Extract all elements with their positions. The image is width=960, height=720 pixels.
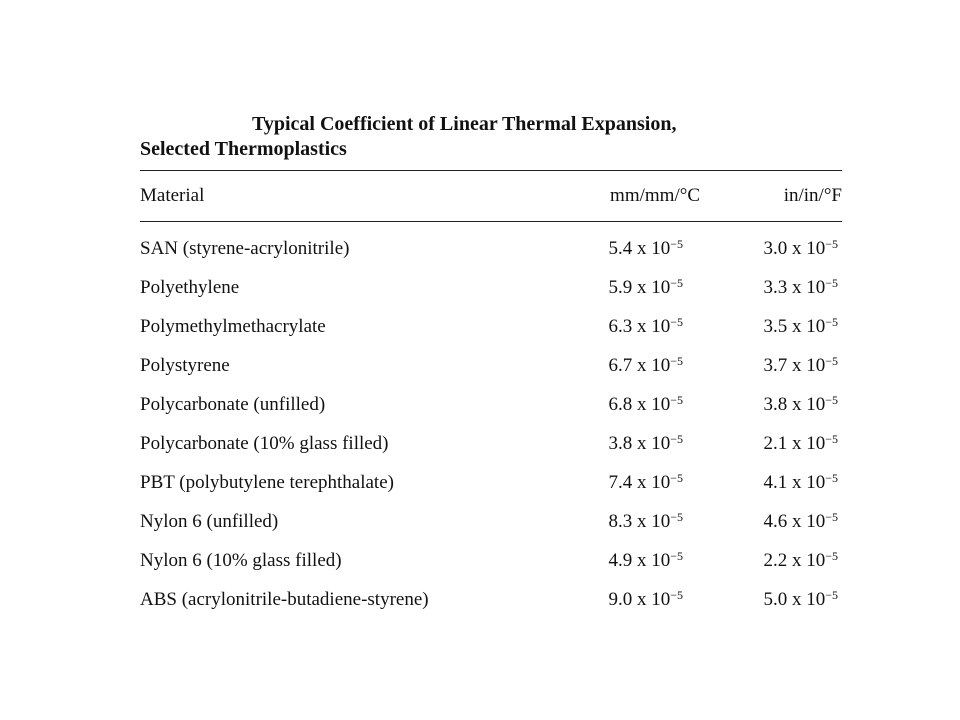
- title-line-2: Selected Thermoplastics: [140, 138, 347, 160]
- cell-metric: [530, 277, 700, 299]
- cell-metric: [530, 316, 700, 338]
- header-material: Material: [140, 185, 205, 206]
- metric-mantissa: 5.4 x 10: [608, 237, 671, 259]
- imperial-exponent: −5: [825, 470, 838, 485]
- cell-imperial: [700, 433, 842, 455]
- cell-metric: [530, 355, 700, 377]
- table-row: [140, 424, 842, 463]
- imperial-exponent: −5: [825, 548, 838, 563]
- cell-imperial: [700, 394, 842, 416]
- metric-mantissa: 4.9 x 10: [608, 549, 671, 571]
- cell-material: SAN (styrene-acrylonitrile): [140, 237, 350, 259]
- imperial-mantissa: 3.0 x 10: [763, 237, 826, 259]
- cell-material: PBT (polybutylene terephthalate): [140, 471, 394, 493]
- cell-material: Polyethylene: [140, 276, 240, 298]
- metric-exponent: −5: [670, 470, 683, 485]
- cell-metric: [530, 472, 700, 494]
- metric-exponent: −5: [670, 275, 683, 290]
- cell-imperial: [700, 277, 842, 299]
- metric-mantissa: 6.8 x 10: [608, 393, 671, 415]
- cell-material: Polymethylmethacrylate: [140, 315, 326, 337]
- metric-mantissa: 3.8 x 10: [608, 432, 671, 454]
- title-line-1: Typical Coefficient of Linear Thermal Expansion,: [252, 113, 677, 135]
- cell-metric: [530, 394, 700, 416]
- metric-exponent: −5: [670, 548, 683, 563]
- cell-metric: [530, 550, 700, 572]
- cell-imperial: [700, 316, 842, 338]
- imperial-exponent: −5: [825, 587, 838, 602]
- cell-imperial: [700, 550, 842, 572]
- cell-metric: [530, 238, 700, 260]
- table-title: [140, 112, 842, 162]
- table-row: [140, 580, 842, 619]
- metric-exponent: −5: [670, 353, 683, 368]
- metric-exponent: −5: [670, 509, 683, 524]
- table-row: [140, 502, 842, 541]
- cell-material: Polycarbonate (10% glass filled): [140, 432, 389, 454]
- cell-material: Nylon 6 (unfilled): [140, 510, 279, 532]
- table-row: [140, 541, 842, 580]
- imperial-exponent: −5: [825, 275, 838, 290]
- imperial-mantissa: 2.2 x 10: [763, 549, 826, 571]
- imperial-mantissa: 3.5 x 10: [763, 315, 826, 337]
- cell-metric: [530, 433, 700, 455]
- imperial-exponent: −5: [825, 509, 838, 524]
- metric-exponent: −5: [670, 314, 683, 329]
- cell-imperial: [700, 472, 842, 494]
- cell-metric: [530, 589, 700, 611]
- cell-material: Nylon 6 (10% glass filled): [140, 549, 342, 571]
- metric-mantissa: 9.0 x 10: [608, 588, 671, 610]
- imperial-mantissa: 4.6 x 10: [763, 510, 826, 532]
- imperial-mantissa: 4.1 x 10: [763, 471, 826, 493]
- cell-imperial: [700, 238, 842, 260]
- metric-exponent: −5: [670, 431, 683, 446]
- imperial-exponent: −5: [825, 431, 838, 446]
- table-body: [140, 222, 842, 619]
- imperial-exponent: −5: [825, 392, 838, 407]
- metric-mantissa: 5.9 x 10: [608, 276, 671, 298]
- table-row: [140, 385, 842, 424]
- imperial-exponent: −5: [825, 353, 838, 368]
- cell-material: Polystyrene: [140, 354, 230, 376]
- cell-imperial: [700, 355, 842, 377]
- metric-mantissa: 6.7 x 10: [608, 354, 671, 376]
- metric-exponent: −5: [670, 236, 683, 251]
- header-metric: mm/mm/°C: [610, 185, 700, 206]
- cell-imperial: [700, 511, 842, 533]
- cell-imperial: [700, 589, 842, 611]
- table-row: [140, 463, 842, 502]
- table-header-row: [140, 171, 842, 221]
- imperial-mantissa: 2.1 x 10: [763, 432, 826, 454]
- cell-material: ABS (acrylonitrile-butadiene-styrene): [140, 588, 429, 610]
- imperial-mantissa: 5.0 x 10: [763, 588, 826, 610]
- metric-exponent: −5: [670, 587, 683, 602]
- imperial-exponent: −5: [825, 236, 838, 251]
- header-imperial: in/in/°F: [783, 185, 842, 206]
- imperial-mantissa: 3.7 x 10: [763, 354, 826, 376]
- cell-material: Polycarbonate (unfilled): [140, 393, 326, 415]
- metric-mantissa: 7.4 x 10: [608, 471, 671, 493]
- imperial-exponent: −5: [825, 314, 838, 329]
- cell-metric: [530, 511, 700, 533]
- metric-exponent: −5: [670, 392, 683, 407]
- imperial-mantissa: 3.3 x 10: [763, 276, 826, 298]
- metric-mantissa: 6.3 x 10: [608, 315, 671, 337]
- table-row: [140, 346, 842, 385]
- table-row: [140, 268, 842, 307]
- document-table: [140, 112, 842, 619]
- table-row: [140, 307, 842, 346]
- imperial-mantissa: 3.8 x 10: [763, 393, 826, 415]
- table-row: [140, 229, 842, 268]
- metric-mantissa: 8.3 x 10: [608, 510, 671, 532]
